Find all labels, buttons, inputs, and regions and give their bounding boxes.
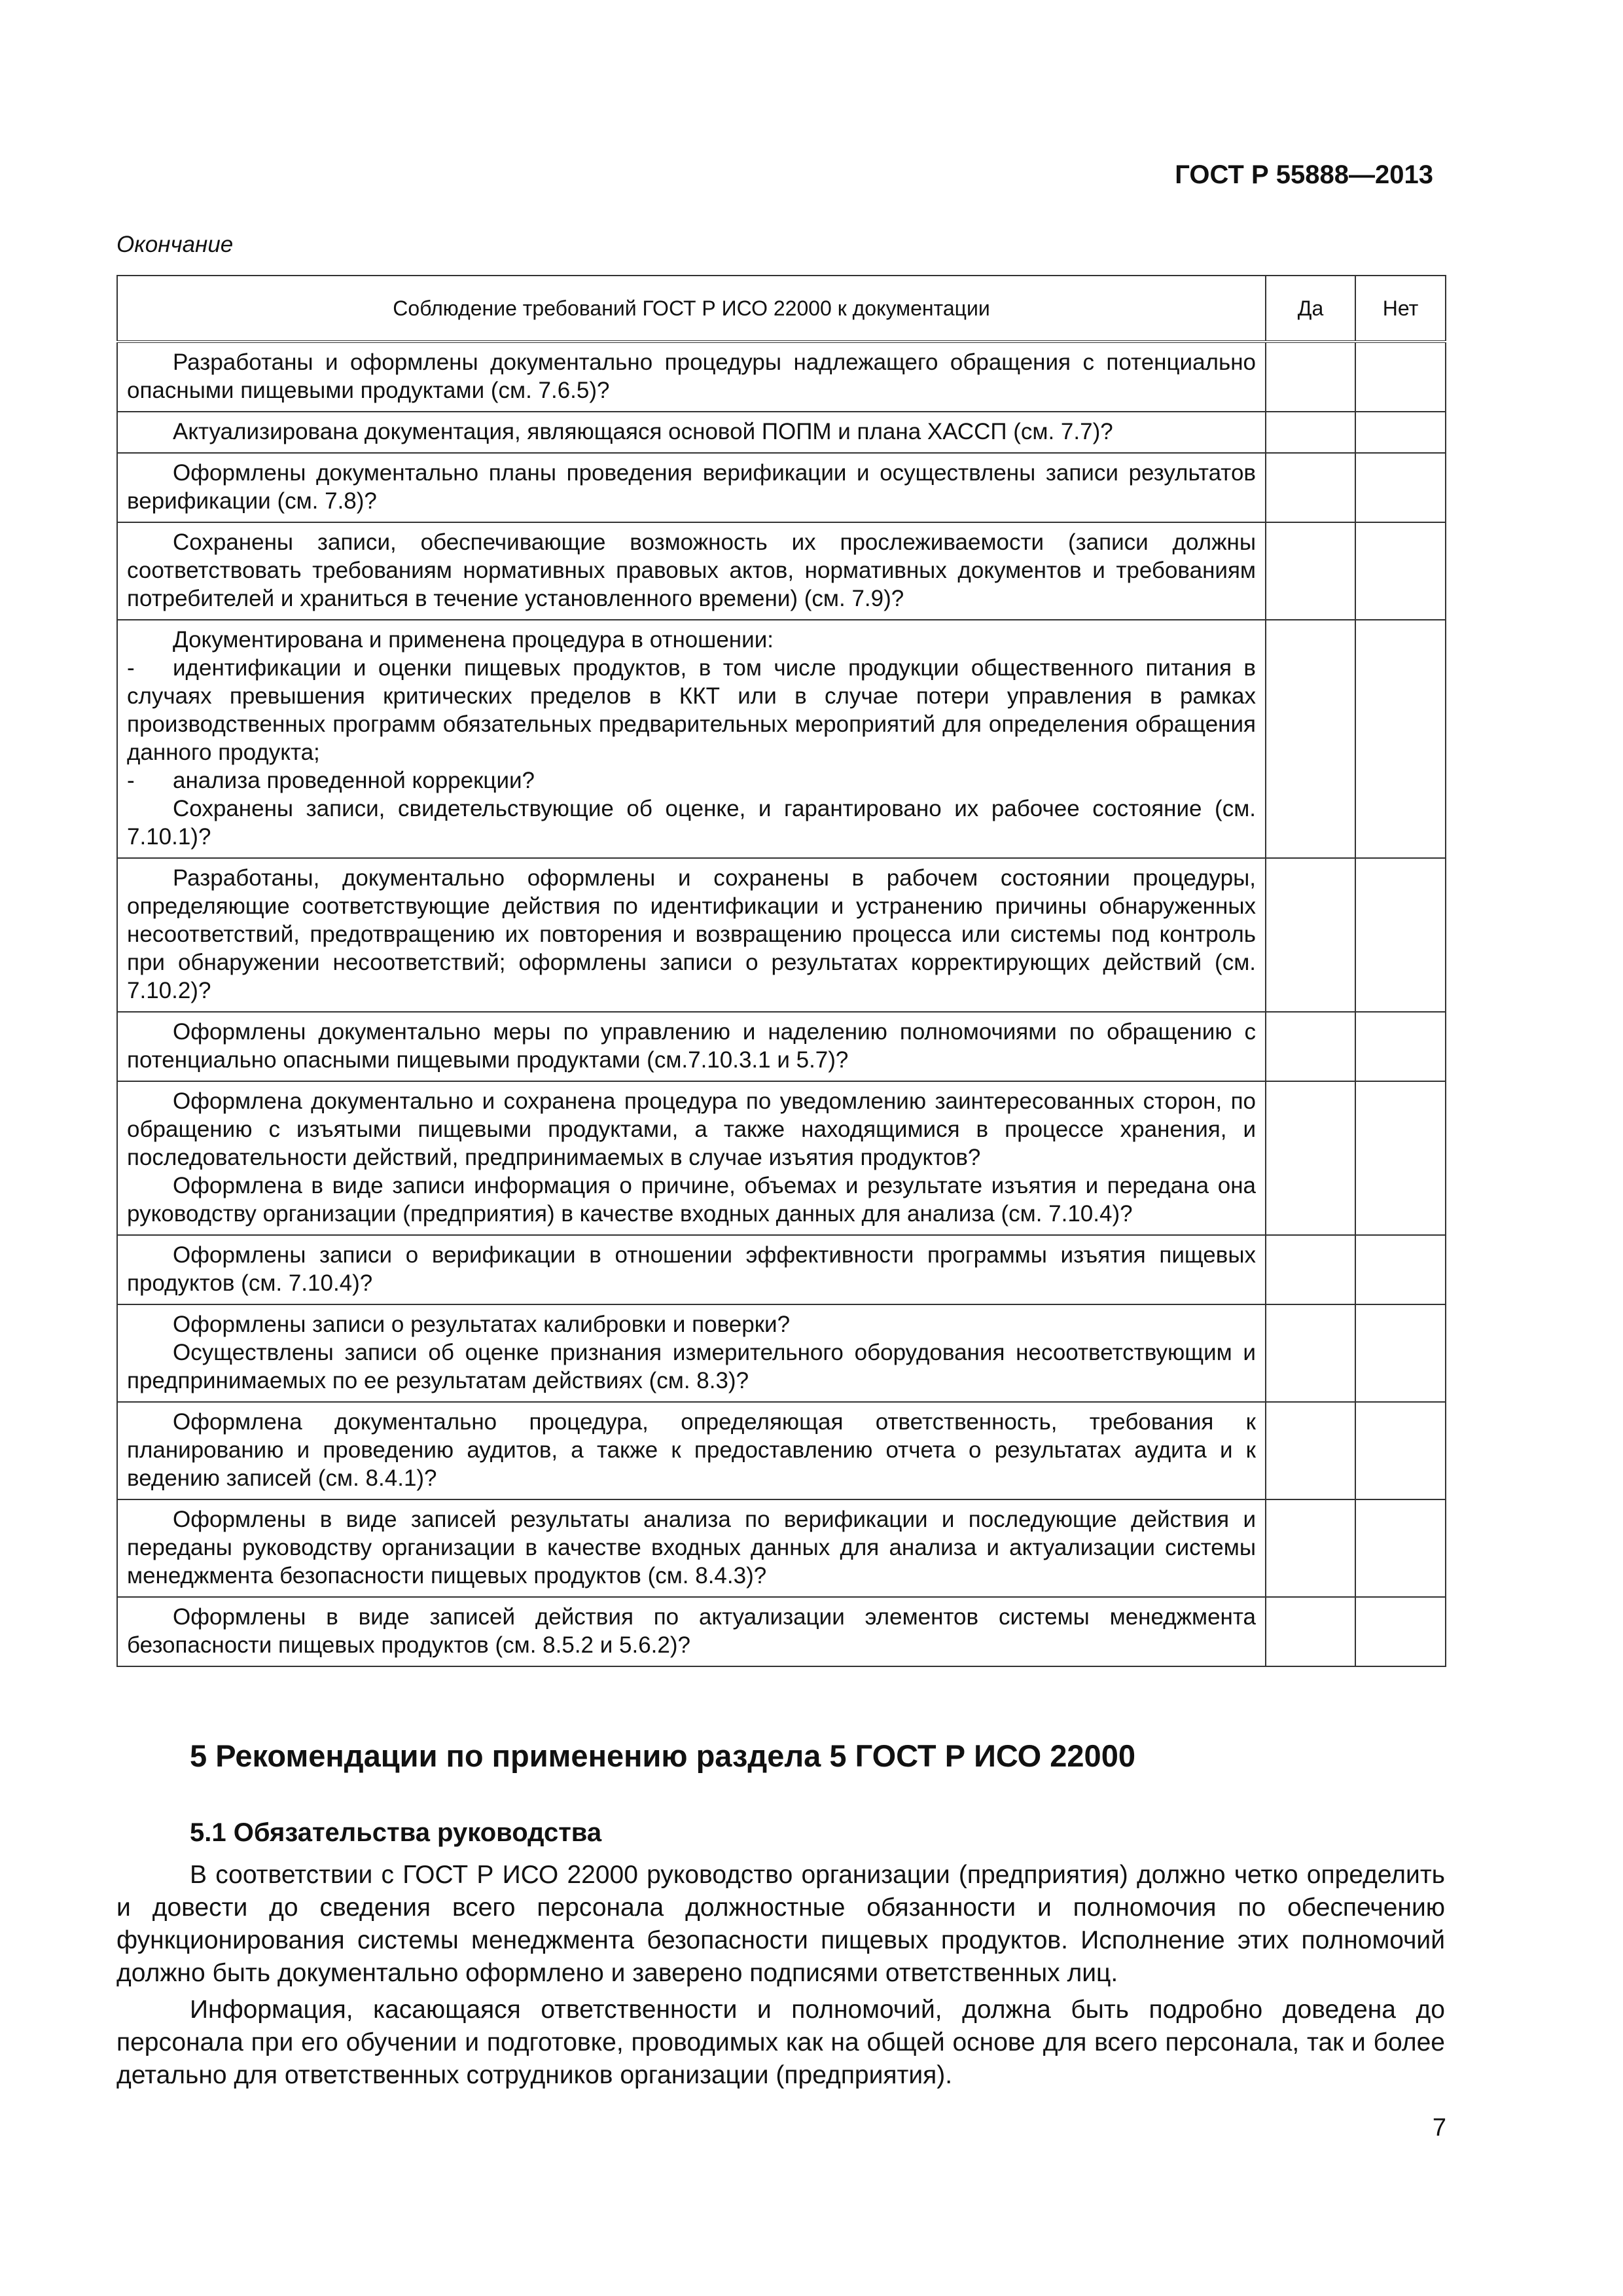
table-row xyxy=(117,858,1446,1012)
answer-no-cell[interactable] xyxy=(1355,1499,1446,1597)
requirement-question-cell xyxy=(117,620,1266,858)
requirement-text: Актуализирована документация, являющаяся основой ПОПМ и плана ХАССП (см. 7.7)? xyxy=(173,419,1113,444)
requirement-text: Оформлена документально и сохранена процедура по уведомлению заинтересованных сторон, по обращению с изъятыми пищевыми продуктами, а также находящимися в процессе хранения, и последовательности действий, предпринимаемых в случае изъятия продуктов? xyxy=(127,1088,1256,1170)
requirement-question-cell xyxy=(117,1012,1266,1081)
table-row xyxy=(117,412,1446,453)
answer-yes-cell[interactable] xyxy=(1266,1012,1355,1081)
paragraph: В соответствии с ГОСТ Р ИСО 22000 руководство организации (предприятия) должно четко определить и довести до сведения всего персонала должностные обязанности и полномочия по обеспечению функционирования системы менеджмента безопасности пищевых продуктов. Исполнение этих полномочий должно быть документально оформлено и заверено подписями ответственных лиц. xyxy=(116,1861,1445,1987)
answer-no-cell[interactable] xyxy=(1355,1012,1446,1081)
answer-no-cell[interactable] xyxy=(1355,858,1446,1012)
requirement-question-cell xyxy=(117,412,1266,453)
requirement-text: Оформлены записи о результатах калибровки и поверки? xyxy=(173,1312,791,1337)
answer-no-cell[interactable] xyxy=(1355,342,1446,412)
requirement-text: Разработаны, документально оформлены и сохранены в рабочем состоянии процедуры, определяющие соответствующие действия по идентификации и устранению причины обнаруженных несоответствий, предотвращению их повторения и возвращению процесса или системы под контроль при обнаружении несоответствий; оформлены записи о результатах корректирующих действий (см. 7.10.2)? xyxy=(127,865,1256,1003)
answer-no-cell[interactable] xyxy=(1355,1402,1446,1499)
answer-yes-cell[interactable] xyxy=(1266,1499,1355,1597)
answer-no-cell[interactable] xyxy=(1355,1235,1446,1304)
requirement-text: - идентификации и оценки пищевых продуктов, в том числе продукции общественного питания в случаях превышения критических пределов в ККТ или в случае потери управления в рамках производственных программ обязательных предварительных мероприятий для определения обращения данного продукта; xyxy=(127,655,1256,765)
requirement-text: Документирована и применена процедура в отношении: xyxy=(173,627,774,653)
requirement-question-cell xyxy=(117,1081,1266,1235)
answer-no-cell[interactable] xyxy=(1355,1597,1446,1666)
requirement-text: Разработаны и оформлены документально процедуры надлежащего обращения с потенциально опасными пищевыми продуктами (см. 7.6.5)? xyxy=(127,350,1256,403)
table-row xyxy=(117,1597,1446,1666)
requirement-question-cell xyxy=(117,1235,1266,1304)
answer-no-cell[interactable] xyxy=(1355,1304,1446,1402)
table-body xyxy=(117,342,1446,1666)
answer-no-cell[interactable] xyxy=(1355,620,1446,858)
requirement-text: - анализа проведенной коррекции? xyxy=(127,768,535,793)
answer-no-cell[interactable] xyxy=(1355,412,1446,453)
table-row xyxy=(117,522,1446,620)
document-code: ГОСТ Р 55888—2013 xyxy=(1175,160,1433,189)
section-title: 5 Рекомендации по применению раздела 5 ГОСТ Р ИСО 22000 xyxy=(190,1738,1135,1773)
column-header-no: Нет xyxy=(1355,276,1446,342)
requirement-text: Оформлены документально планы проведения верификации и осуществлены записи результатов верификации (см. 7.8)? xyxy=(127,460,1256,514)
table-row xyxy=(117,1402,1446,1499)
requirement-text: Оформлены в виде записей результаты анализа по верификации и последующие действия и переданы руководству организации в качестве входных данных для анализа и актуализации системы менеджмента безопасности пищевых продуктов (см. 8.4.3)? xyxy=(127,1507,1256,1588)
requirement-question-cell xyxy=(117,453,1266,522)
requirement-question-cell xyxy=(117,1304,1266,1402)
answer-yes-cell[interactable] xyxy=(1266,858,1355,1012)
requirement-question-cell xyxy=(117,342,1266,412)
requirement-text: Оформлены документально меры по управлению и наделению полномочиями по обращению с потенциально опасными пищевыми продуктами (см.7.10.3.1 и 5.7)? xyxy=(127,1019,1256,1073)
requirement-question-cell xyxy=(117,1402,1266,1499)
answer-no-cell[interactable] xyxy=(1355,522,1446,620)
section-body xyxy=(116,1859,1445,2096)
answer-yes-cell[interactable] xyxy=(1266,522,1355,620)
table-row xyxy=(117,1235,1446,1304)
subsection-title: 5.1 Обязательства руководства xyxy=(190,1818,602,1847)
column-header-question: Соблюдение требований ГОСТ Р ИСО 22000 к документации xyxy=(117,276,1266,342)
table-row xyxy=(117,1499,1446,1597)
compliance-checklist-table xyxy=(116,275,1446,1667)
table-row xyxy=(117,1304,1446,1402)
table-row xyxy=(117,620,1446,858)
requirement-question-cell xyxy=(117,522,1266,620)
paragraph: Информация, касающаяся ответственности и полномочий, должна быть подробно доведена до персонала при его обучении и подготовке, проводимых как на общей основе для всего персонала, так и более детально для ответственных сотрудников организации (предприятия). xyxy=(116,1996,1445,2089)
requirement-question-cell xyxy=(117,858,1266,1012)
answer-yes-cell[interactable] xyxy=(1266,412,1355,453)
requirement-question-cell xyxy=(117,1597,1266,1666)
table-continuation-label: Окончание xyxy=(116,232,234,257)
column-header-yes: Да xyxy=(1266,276,1355,342)
requirement-text: Оформлена в виде записи информация о причине, объемах и результате изъятия и передана она руководству организации (предприятия) в качестве входных данных для анализа (см. 7.10.4)? xyxy=(127,1173,1256,1227)
answer-no-cell[interactable] xyxy=(1355,453,1446,522)
requirement-text: Сохранены записи, свидетельствующие об оценке, и гарантировано их рабочее состояние (см. 7.10.1)? xyxy=(127,796,1256,850)
requirement-text: Оформлена документально процедура, определяющая ответственность, требования к планированию и проведению аудитов, а также к предоставлению отчета о результатах аудита и к ведению записей (см. 8.4.1)? xyxy=(127,1409,1256,1491)
requirement-text: Сохранены записи, обеспечивающие возможность их прослеживаемости (записи должны соответствовать требованиям нормативных правовых актов, нормативных документов и требованиям потребителей и храниться в течение установленного времени) (см. 7.9)? xyxy=(127,529,1256,611)
requirement-question-cell xyxy=(117,1499,1266,1597)
table-header-row xyxy=(117,276,1446,342)
answer-yes-cell[interactable] xyxy=(1266,342,1355,412)
page-number: 7 xyxy=(1432,2114,1446,2142)
answer-no-cell[interactable] xyxy=(1355,1081,1446,1235)
table-row xyxy=(117,453,1446,522)
table-row xyxy=(117,342,1446,412)
answer-yes-cell[interactable] xyxy=(1266,1304,1355,1402)
answer-yes-cell[interactable] xyxy=(1266,1081,1355,1235)
requirement-text: Осуществлены записи об оценке признания измерительного оборудования несоответствующим и предпринимаемых по ее результатам действиях (см. 8.3)? xyxy=(127,1340,1256,1393)
table-row xyxy=(117,1012,1446,1081)
requirement-text: Оформлены в виде записей действия по актуализации элементов системы менеджмента безопасности пищевых продуктов (см. 8.5.2 и 5.6.2)? xyxy=(127,1604,1256,1658)
requirement-text: Оформлены записи о верификации в отношении эффективности программы изъятия пищевых продуктов (см. 7.10.4)? xyxy=(127,1242,1256,1296)
answer-yes-cell[interactable] xyxy=(1266,1402,1355,1499)
answer-yes-cell[interactable] xyxy=(1266,1597,1355,1666)
answer-yes-cell[interactable] xyxy=(1266,620,1355,858)
answer-yes-cell[interactable] xyxy=(1266,1235,1355,1304)
answer-yes-cell[interactable] xyxy=(1266,453,1355,522)
table-row xyxy=(117,1081,1446,1235)
